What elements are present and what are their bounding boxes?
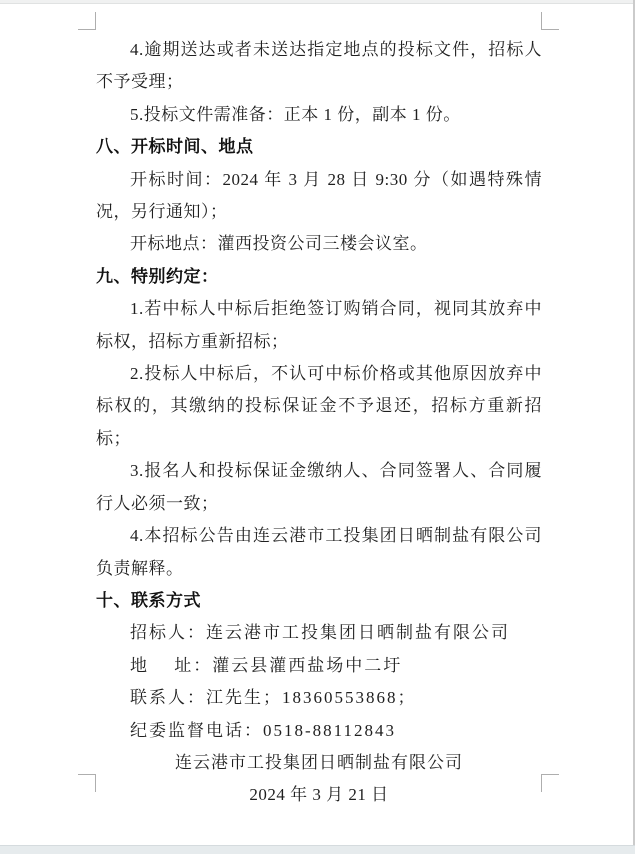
paragraph: 5.投标文件需准备：正本 1 份，副本 1 份。: [130, 104, 461, 124]
date-line: 2024 年 3 月 21 日: [249, 785, 389, 805]
crop-mark-top-left-vertical: [95, 12, 96, 30]
crop-mark-top-left-horizontal: [78, 29, 96, 30]
paragraph: 3.报名人和投标保证金缴纳人、合同签署人、合同履行人必须一致；: [96, 461, 542, 513]
paragraph: 2.投标人中标后，不认可中标价格或其他原因放弃中标权的，其缴纳的投标保证金不予退还，招标方重新招标；: [96, 364, 542, 448]
page-bottom-edge: [0, 845, 635, 854]
contact-line: 招标人：连云港市工投集团日晒制盐有限公司: [130, 623, 510, 643]
paragraph: 开标地点：灌西投资公司三楼会议室。: [130, 234, 428, 254]
signature-line: 连云港市工投集团日晒制盐有限公司: [175, 752, 463, 772]
section-heading: 十、联系方式: [96, 590, 201, 610]
crop-mark-top-right-horizontal: [541, 29, 559, 30]
paragraph: 开标时间：2024 年 3 月 28 日 9:30 分（如遇特殊情况，另行通知）；: [96, 169, 542, 222]
paragraph: 4.逾期送达或者未送达指定地点的投标文件，招标人不予受理；: [96, 40, 542, 92]
crop-mark-top-right-vertical: [541, 12, 542, 30]
contact-line: 地 址：灌云县灌西盐场中二圩: [130, 655, 403, 675]
crop-mark-bottom-right-horizontal: [541, 774, 559, 775]
paragraph: 4.本招标公告由连云港市工投集团日晒制盐有限公司负责解释。: [96, 526, 542, 578]
contact-line: 纪委监督电话：0518-88112843: [130, 720, 397, 740]
page-top-edge: [0, 0, 635, 4]
document-body: [96, 30, 542, 812]
paragraph: 1.若中标人中标后拒绝签订购销合同，视同其放弃中标权，招标方重新招标；: [96, 299, 542, 351]
section-heading: 八、开标时间、地点: [96, 137, 254, 157]
crop-mark-bottom-left-horizontal: [78, 774, 96, 775]
section-heading: 九、特别约定：: [96, 266, 219, 286]
contact-line: 联系人：江先生；18360553868；: [130, 688, 417, 708]
